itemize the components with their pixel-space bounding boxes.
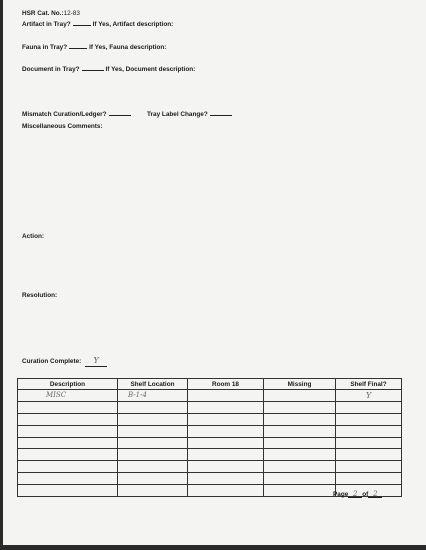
empty-cell (118, 401, 188, 413)
header-room-18: Room 18 (188, 379, 264, 390)
mismatch-label: Mismatch Curation/Ledger? (22, 111, 107, 118)
empty-cell (264, 413, 336, 425)
page-number (333, 491, 382, 498)
artifact-description-label: If Yes, Artifact description: (92, 21, 174, 28)
empty-cell (336, 437, 402, 449)
empty-cell (188, 461, 264, 473)
mismatch-blank (109, 109, 131, 116)
page-current: 2 (348, 491, 362, 498)
misc-comments-label: Miscellaneous Comments: (22, 123, 103, 130)
empty-cell (264, 461, 336, 473)
header-shelf-location: Shelf Location (118, 379, 188, 390)
empty-cell (188, 401, 264, 413)
row1-description: MISC (18, 390, 118, 402)
empty-cell (264, 485, 336, 497)
empty-cell (264, 401, 336, 413)
empty-cell (118, 437, 188, 449)
empty-cell (188, 425, 264, 437)
empty-cell (118, 425, 188, 437)
empty-cell (18, 401, 118, 413)
empty-cell (18, 437, 118, 449)
empty-cell (18, 413, 118, 425)
table-row (18, 473, 402, 485)
action-label: Action: (22, 233, 45, 240)
empty-cell (264, 425, 336, 437)
curation-complete-line (22, 357, 107, 367)
document-answer-blank (82, 64, 104, 71)
curation-table (17, 378, 402, 497)
table-row (18, 401, 402, 413)
empty-cell (18, 449, 118, 461)
empty-cell (118, 449, 188, 461)
document-line (22, 64, 195, 74)
empty-cell (118, 473, 188, 485)
row1-missing (264, 390, 336, 402)
empty-cell (188, 473, 264, 485)
fauna-line (22, 42, 166, 52)
tray-label-label: Tray Label Change? (147, 111, 208, 118)
tray-label-blank (210, 109, 232, 116)
page-label: Page (333, 491, 349, 498)
curation-complete-value: Y (93, 356, 99, 365)
artifact-line (22, 19, 173, 29)
tray-label-line (147, 109, 234, 119)
empty-cell (336, 425, 402, 437)
curation-complete-label: Curation Complete: (22, 358, 82, 365)
fauna-question: Fauna in Tray? (22, 44, 68, 51)
header-missing: Missing (264, 379, 336, 390)
fauna-description-label: If Yes, Fauna description: (89, 44, 167, 51)
empty-cell (264, 437, 336, 449)
empty-cell (18, 461, 118, 473)
header-description: Description (18, 379, 118, 390)
empty-cell (188, 437, 264, 449)
curation-complete-field (85, 357, 107, 367)
document-question: Document in Tray? (22, 66, 80, 73)
table-row (18, 425, 402, 437)
empty-cell (188, 485, 264, 497)
catalog-number-label: HSR Cat. No.: (22, 10, 64, 17)
empty-cell (118, 413, 188, 425)
empty-cell (264, 449, 336, 461)
empty-cell (18, 485, 118, 497)
artifact-question: Artifact in Tray? (22, 21, 71, 28)
document-description-label: If Yes, Document description: (105, 66, 196, 73)
catalog-number (22, 10, 80, 17)
empty-cell (336, 461, 402, 473)
table-row (18, 413, 402, 425)
fauna-answer-blank (69, 42, 87, 49)
table-row (18, 437, 402, 449)
catalog-number-value: 12-83 (63, 10, 80, 17)
empty-cell (118, 461, 188, 473)
empty-cell (336, 413, 402, 425)
scan-border-left (0, 0, 3, 550)
artifact-answer-blank (73, 19, 91, 26)
mismatch-line (22, 109, 133, 119)
resolution-label: Resolution: (22, 292, 58, 299)
empty-cell (336, 401, 402, 413)
empty-cell (336, 449, 402, 461)
page-total: 2 (368, 491, 382, 498)
empty-cell (118, 485, 188, 497)
empty-cell (336, 473, 402, 485)
empty-cell (188, 449, 264, 461)
table-header-row (18, 379, 402, 390)
scan-border-bottom (0, 545, 426, 550)
page-of-label: of (362, 491, 369, 498)
table-row (18, 449, 402, 461)
empty-cell (18, 425, 118, 437)
row1-shelf-location: B-1-4 (118, 390, 188, 402)
empty-cell (264, 473, 336, 485)
empty-cell (18, 473, 118, 485)
empty-cell (188, 413, 264, 425)
row1-room-18 (188, 390, 264, 402)
row1-shelf-final: Y (336, 390, 402, 402)
header-shelf-final: Shelf Final? (336, 379, 402, 390)
table-row (18, 390, 402, 402)
table-row (18, 461, 402, 473)
